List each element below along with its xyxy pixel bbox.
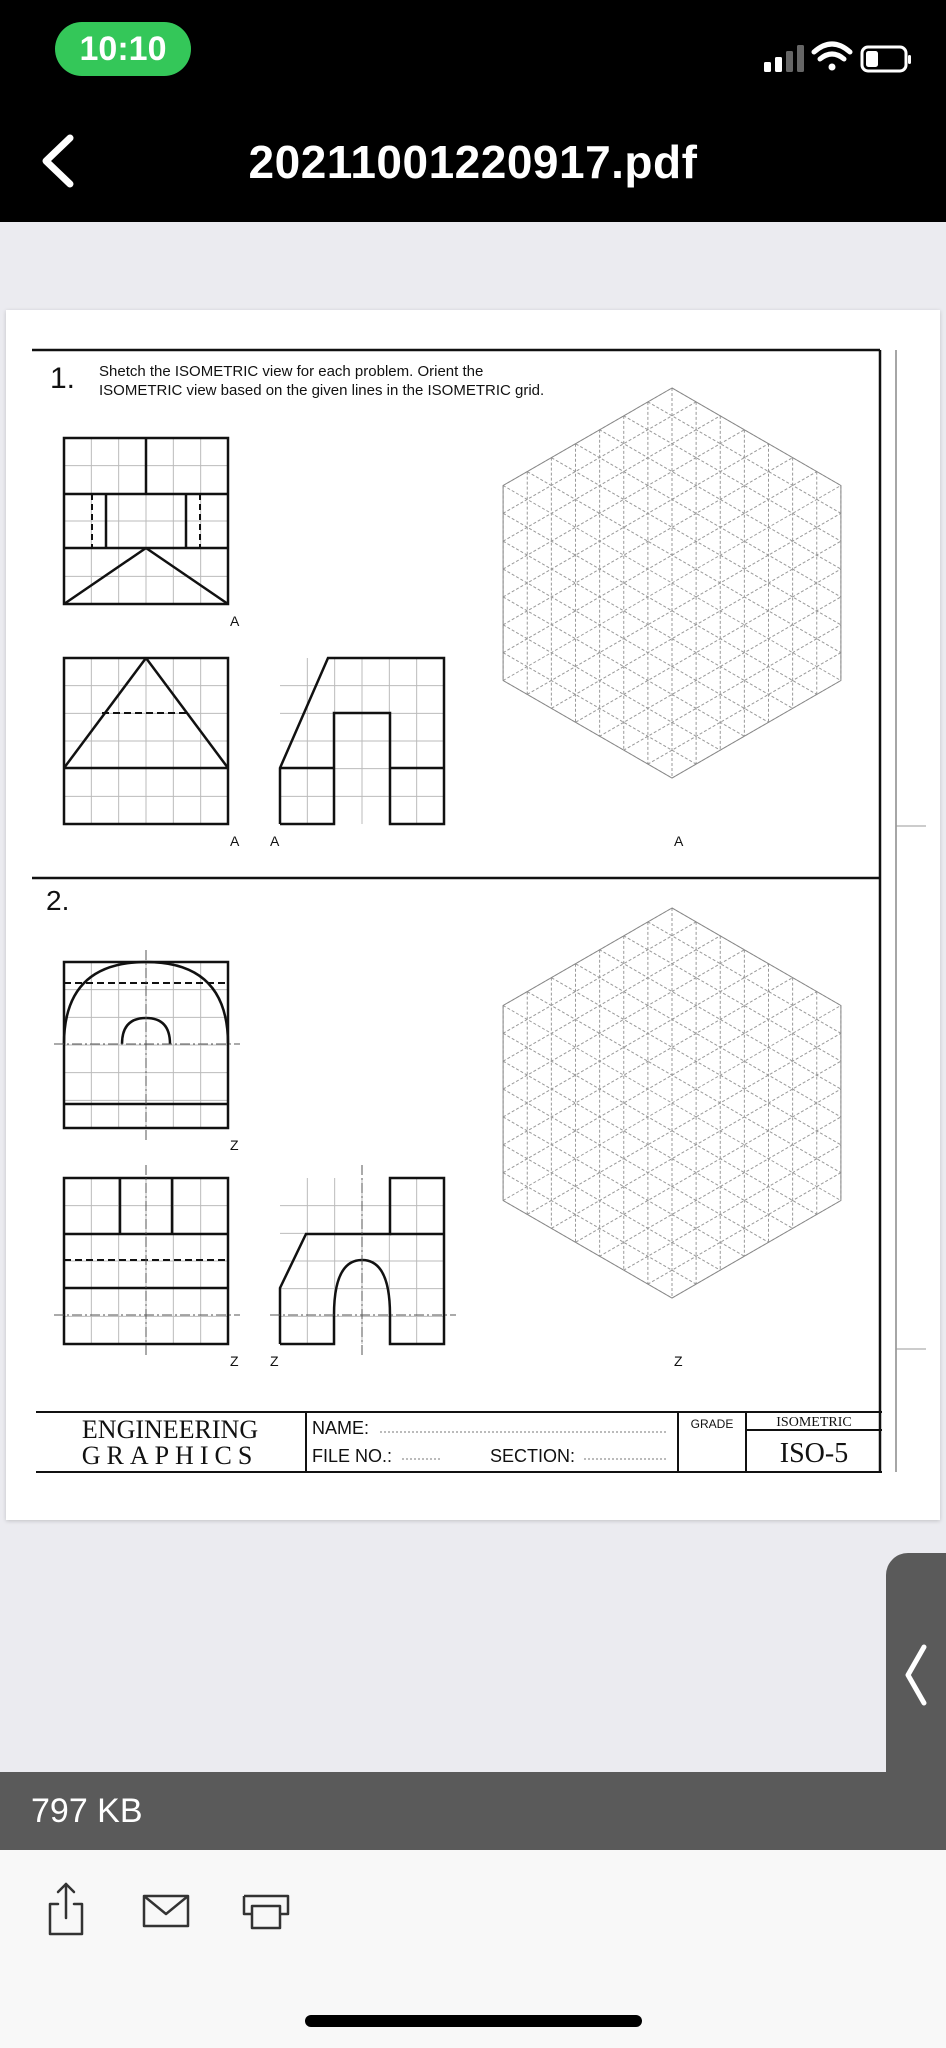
worksheet-drawing <box>6 310 940 1520</box>
p1-top-label: A <box>230 613 240 629</box>
pdf-page[interactable] <box>6 310 940 1520</box>
problem-2-number: 2. <box>46 885 70 916</box>
problem-1-number: 1. <box>50 362 76 395</box>
p1-grid-label: A <box>674 833 684 849</box>
cellular-signal-icon <box>764 45 804 72</box>
document-title: 20211001220917.pdf <box>248 136 698 188</box>
print-button[interactable] <box>236 1880 296 1940</box>
title-org-line-2: GRAPHICS <box>81 1441 259 1470</box>
status-bar <box>0 0 946 100</box>
p1-side-view <box>280 658 444 824</box>
status-time: 10:10 <box>55 22 191 76</box>
battery-icon <box>862 47 911 71</box>
home-indicator[interactable] <box>305 2015 642 2027</box>
p1-side-label: A <box>270 833 280 849</box>
title-sheet-code: ISO-5 <box>779 1438 849 1469</box>
file-size: 797 KB <box>31 1792 143 1830</box>
problem-1-instruction-line-1: Shetch the ISOMETRIC view for each problem. Orient the <box>99 363 484 380</box>
p1-isometric-grid <box>503 388 841 778</box>
p2-front-label: Z <box>230 1353 239 1369</box>
p1-front-view <box>64 658 228 824</box>
share-icon <box>50 1884 82 1934</box>
nav-bar <box>0 100 946 222</box>
mail-button[interactable] <box>136 1880 196 1940</box>
side-drawer-tab[interactable] <box>886 1553 946 1795</box>
p2-isometric-grid <box>503 908 841 1298</box>
title-name-label: NAME: <box>312 1418 370 1438</box>
title-category: ISOMETRIC <box>776 1415 852 1430</box>
p1-top-view <box>64 438 228 604</box>
p2-grid-label: Z <box>674 1353 683 1369</box>
p1-front-label: A <box>230 833 240 849</box>
p2-side-view <box>270 1165 456 1356</box>
p2-side-label: Z <box>270 1353 279 1369</box>
mail-icon <box>144 1896 188 1926</box>
wifi-icon <box>814 44 850 71</box>
share-button[interactable] <box>36 1880 96 1940</box>
title-section-label: SECTION: <box>490 1446 576 1466</box>
title-org-line-1: ENGINEERING <box>81 1415 259 1444</box>
problem-1-instruction-line-2: ISOMETRIC view based on the given lines in the ISOMETRIC grid. <box>99 382 545 399</box>
file-info-bar <box>0 1772 946 1850</box>
chevron-left-icon <box>900 1641 932 1709</box>
p2-top-view <box>54 950 240 1140</box>
title-file-no-label: FILE NO.: <box>312 1446 393 1466</box>
status-icons <box>702 28 912 88</box>
title-grade-label: GRADE <box>690 1417 734 1431</box>
p2-top-label: Z <box>230 1137 239 1153</box>
print-icon <box>244 1896 288 1928</box>
p2-front-view <box>54 1165 240 1356</box>
